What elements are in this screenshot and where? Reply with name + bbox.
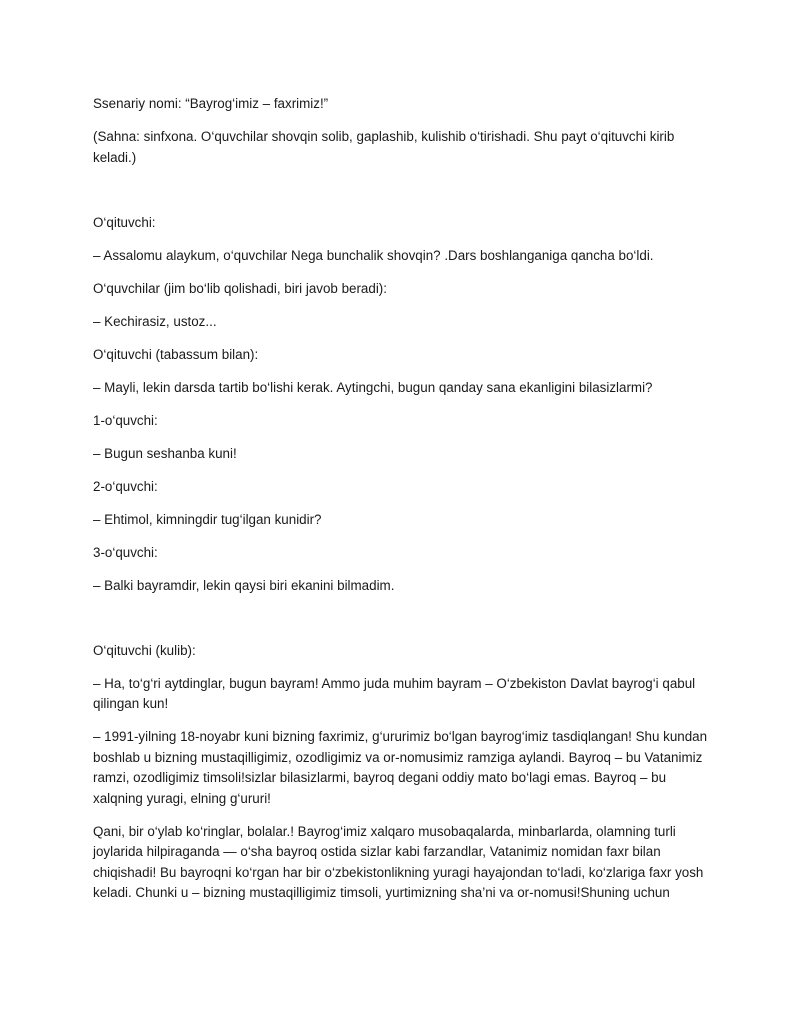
dialogue-line: – Mayli, lekin darsda tartib bo‘lishi kerak. Aytingchi, bugun qanday sana ekanligini bilasizlarmi? — [93, 379, 653, 395]
speaker-line: O‘qituvchi (kulib): — [93, 642, 196, 658]
spacer — [93, 181, 709, 213]
document-body — [93, 94, 709, 916]
dialogue-line: – Kechirasiz, ustoz... — [93, 313, 217, 329]
dialogue-line: – Ehtimol, kimningdir tug‘ilgan kunidir? — [93, 511, 322, 527]
dialogue-paragraph: – Ha, to‘g‘ri aytdinglar, bugun bayram! Ammo juda muhim bayram – O‘zbekiston Davlat bayrog‘i qabul qilingan kun! — [93, 675, 696, 711]
dialogue-line: – Bugun seshanba kuni! — [93, 445, 237, 461]
dialogue-paragraph: Qani, bir o‘ylab ko‘ringlar, bolalar.! Bayrog‘imiz xalqaro musobaqalarda, minbarlarda, olamning turli joylarida hilpiraganda — o‘sha bayroq ostida sizlar kabi farzandlar, Vatanimiz nomidan faxr bilan chiqishadi! Bu bayroqni ko‘rgan har bir o‘zbekistonlikning yuragi hayajondan to‘ladi, ko‘zlariga faxr yosh keladi. Chunki u – bizning mustaqilligimiz timsoli, yurtimizning sha’ni va or-nomusi!Shuning uchun — [93, 823, 704, 900]
scene-note: (Sahna: sinfxona. O‘quvchilar shovqin solib, gaplashib, kulishib o‘tirishadi. Shu payt o‘qituvchi kirib keladi.) — [93, 129, 675, 165]
speaker-line: O‘quvchilar (jim bo‘lib qolishadi, biri javob beradi): — [93, 280, 387, 296]
speaker-line: O‘qituvchi (tabassum bilan): — [93, 346, 259, 362]
speaker-line: O‘qituvchi: — [93, 214, 156, 230]
dialogue-line: – Balki bayramdir, lekin qaysi biri ekanini bilmadim. — [93, 577, 395, 593]
speaker-line: 2-o‘quvchi: — [93, 478, 158, 494]
scenario-title: Ssenariy nomi: “Bayrog‘imiz – faxrimiz!” — [93, 96, 329, 111]
spacer — [93, 609, 709, 641]
dialogue-paragraph: – 1991-yilning 18-noyabr kuni bizning faxrimiz, g‘ururimiz bo‘lgan bayrog‘imiz tasdiqlangan! Shu kundan boshlab u bizning mustaqilligimiz, ozodligimiz va or-nomusimiz ramziga aylandi. Bayroq – bu Vatanimiz ramzi, ozodligimiz timsoli!sizlar bilasizlarmi, bayroq degani oddiy mato bo‘lagi emas. Bayroq – bu xalqning yuragi, elning g‘ururi! — [93, 729, 708, 806]
speaker-line: 3-o‘quvchi: — [93, 544, 158, 560]
dialogue-line: – Assalomu alaykum, o‘quvchilar Nega bunchalik shovqin? .Dars boshlanganiga qancha bo‘ldi. — [93, 247, 654, 263]
speaker-line: 1-o‘quvchi: — [93, 412, 158, 428]
